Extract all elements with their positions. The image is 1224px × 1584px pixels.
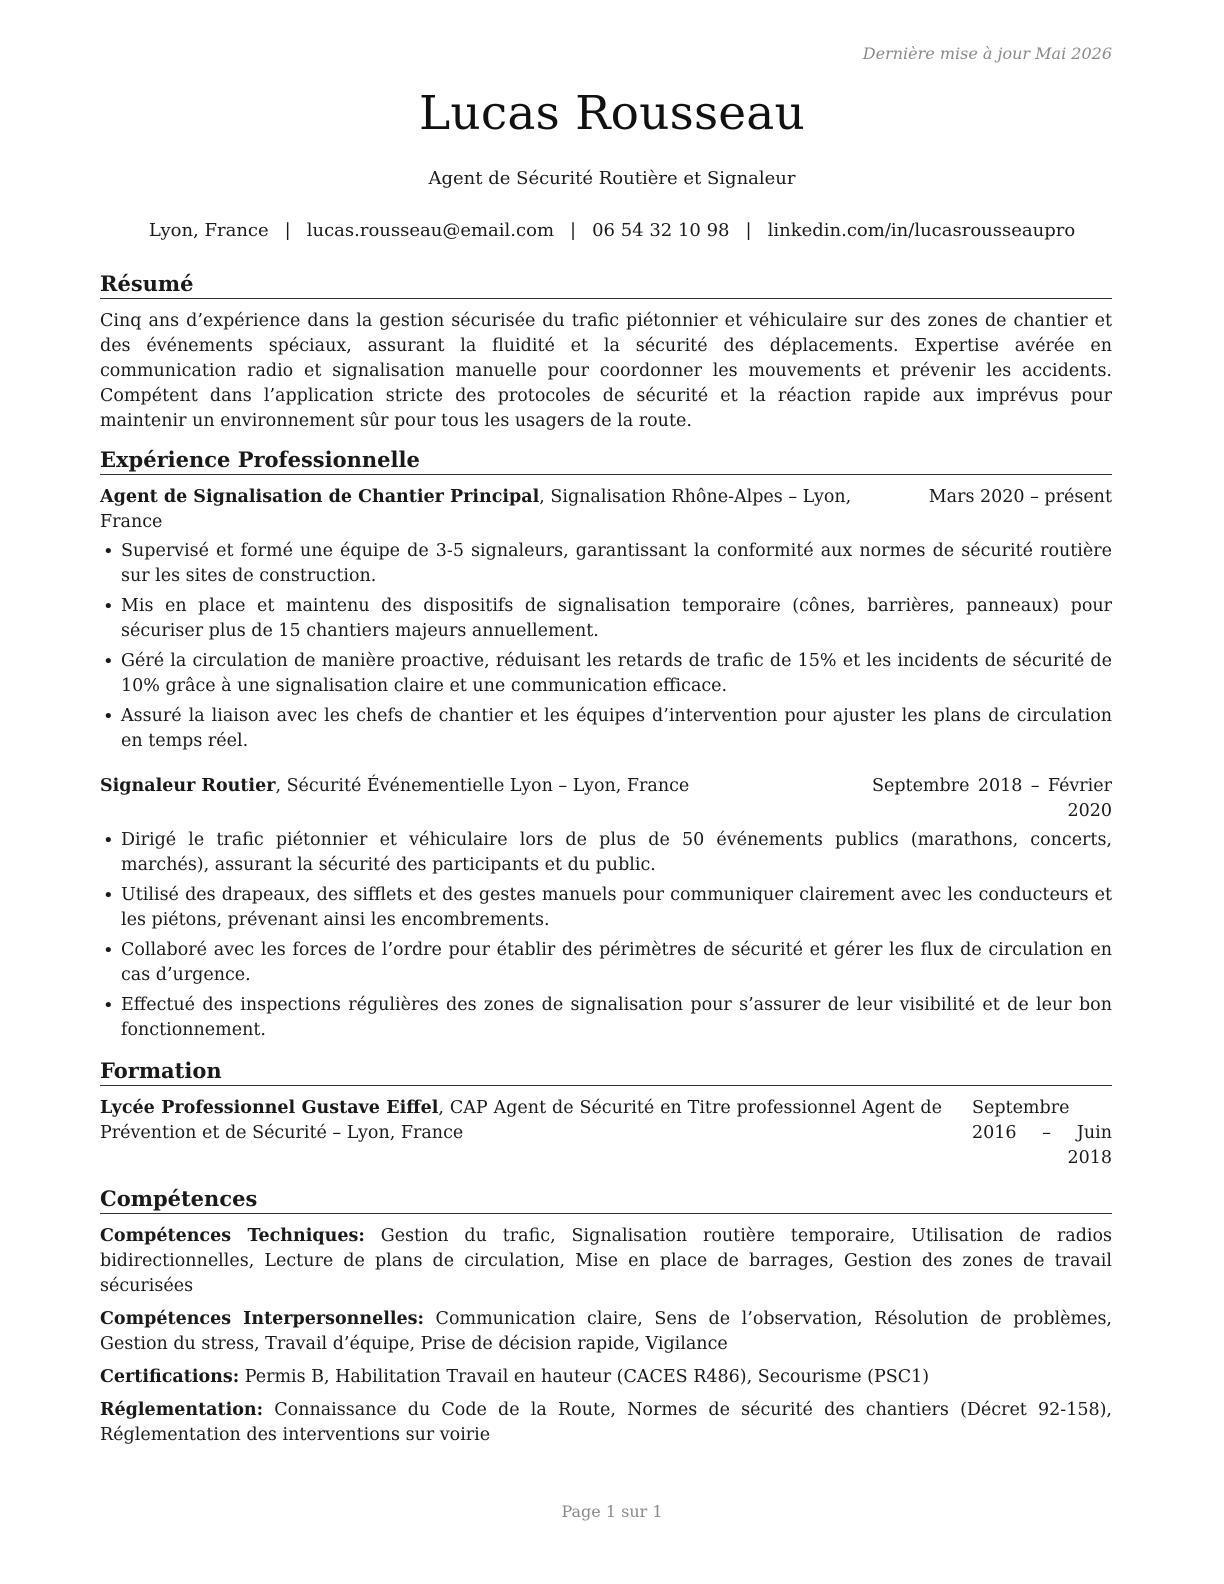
education-heading: Formation [100,1057,1112,1086]
job-entry [100,774,1112,1043]
job-entry [100,485,1112,754]
skill-label: Compétences Interpersonnelles: [100,1309,424,1329]
contact-linkedin[interactable]: linkedin.com/in/lucasrousseaupro [767,220,1076,241]
candidate-name: Lucas Rousseau [419,86,805,141]
job-bullet: • Dirigé le trafic piétonnier et véhiculaire lors de plus de 50 événements publics (marathons, concerts, marchés), assurant la sécurité des participants et du public. [100,828,1112,878]
contact-separator: | [570,220,577,241]
skills-section [100,1185,1112,1448]
skill-text: Communication claire, Sens de l’observation, Résolution de problèmes, Gestion du stress, Travail d’équipe, Prise de décision rapide, Vigilance [100,1309,1112,1354]
skill-text: Permis B, Habilitation Travail en hauteur (CACES R486), Secourisme (PSC1) [239,1367,930,1387]
skill-label: Certifications: [100,1367,240,1387]
job-bullet: • Collaboré avec les forces de l’ordre pour établir des périmètres de sécurité et gérer les flux de circulation en cas d’urgence. [100,938,1112,988]
skill-text: Connaissance du Code de la Route, Normes de sécurité des chantiers (Décret 92-158), Réglementation des interventions sur voirie [100,1400,1112,1445]
last-updated: Dernière mise à jour Mai 2026 [862,44,1112,63]
contact-line [0,220,1224,241]
degree: , CAP Agent de Sécurité en Titre professionnel Agent de Prévention et de Sécurité – Lyon, France [100,1098,942,1143]
job-title: Agent de Signalisation de Chantier Principal [100,487,540,507]
job-bullet: • Supervisé et formé une équipe de 3-5 signaleurs, garantissant la conformité aux normes de sécurité routière sur les sites de construction. [100,539,1112,589]
contact-phone[interactable]: 06 54 32 10 98 [592,220,730,241]
job-bullet: • Géré la circulation de manière proactive, réduisant les retards de trafic de 15% et les incidents de sécurité de 10% grâce à une signalisation claire et une communication efficace. [100,649,1112,699]
job-title: Agent de Sécurité Routière et Signaleur [428,168,796,189]
job-dates: Mars 2020 – présent [928,487,1112,507]
education-section [100,1057,1112,1171]
skill-line [100,1224,1112,1299]
skill-line [100,1398,1112,1448]
contact-email[interactable]: lucas.rousseau@email.com [306,220,555,241]
job-employer: , Signalisation Rhône-Alpes – Lyon, France [100,487,852,532]
resume-body [100,270,1112,1456]
education-dates: Septembre 2016 – Juin 2018 [972,1098,1112,1168]
job-dates: Septembre 2018 – Février 2020 [872,776,1112,821]
experience-section [100,446,1112,1043]
summary-section [100,270,1112,434]
summary-text: Cinq ans d’expérience dans la gestion sécurisée du trafic piétonnier et véhiculaire sur des zones de chantier et des événements spéciaux, assurant la fluidité et la sécurité des déplacements. Expertise avérée en communication radio et signalisation manuelle pour coordonner les mouvements et prévenir les accidents. Compétent dans l’application stricte des protocoles de sécurité et la réaction rapide aux imprévus pour maintenir un environnement sûr pour tous les usagers de la route. [100,311,1112,431]
job-bullet: • Effectué des inspections régulières des zones de signalisation pour s’assurer de leur visibilité et de leur bon fonctionnement. [100,993,1112,1043]
summary-heading: Résumé [100,270,1112,299]
skill-text: Gestion du trafic, Signalisation routière temporaire, Utilisation de radios bidirectionnelles, Lecture de plans de circulation, Mise en place de barrages, Gestion des zones de travail sécurisées [100,1226,1113,1296]
skill-label: Réglementation: [100,1400,264,1420]
job-bullet: • Mis en place et maintenu des dispositifs de signalisation temporaire (cônes, barrières, panneaux) pour sécuriser plus de 15 chantiers majeurs annuellement. [100,594,1112,644]
skill-line [100,1307,1112,1357]
contact-location: Lyon, France [148,220,269,241]
contact-separator: | [284,220,291,241]
job-bullet: • Assuré la liaison avec les chefs de chantier et les équipes d’intervention pour ajuster les plans de circulation en temps réel. [100,704,1112,754]
job-employer: , Sécurité Événementielle Lyon – Lyon, France [275,776,690,796]
skill-label: Compétences Techniques: [100,1226,365,1246]
contact-separator: | [745,220,752,241]
page-number: Page 1 sur 1 [561,1502,663,1521]
experience-heading: Expérience Professionnelle [100,446,1112,475]
job-bullet: • Utilisé des drapeaux, des sifflets et des gestes manuels pour communiquer clairement avec les conducteurs et les piétons, prévenant ainsi les encombrements. [100,883,1112,933]
school-name: Lycée Professionnel Gustave Eiffel [100,1098,439,1118]
skills-heading: Compétences [100,1185,1112,1214]
job-title: Signaleur Routier [100,776,276,796]
skill-line [100,1365,1112,1390]
